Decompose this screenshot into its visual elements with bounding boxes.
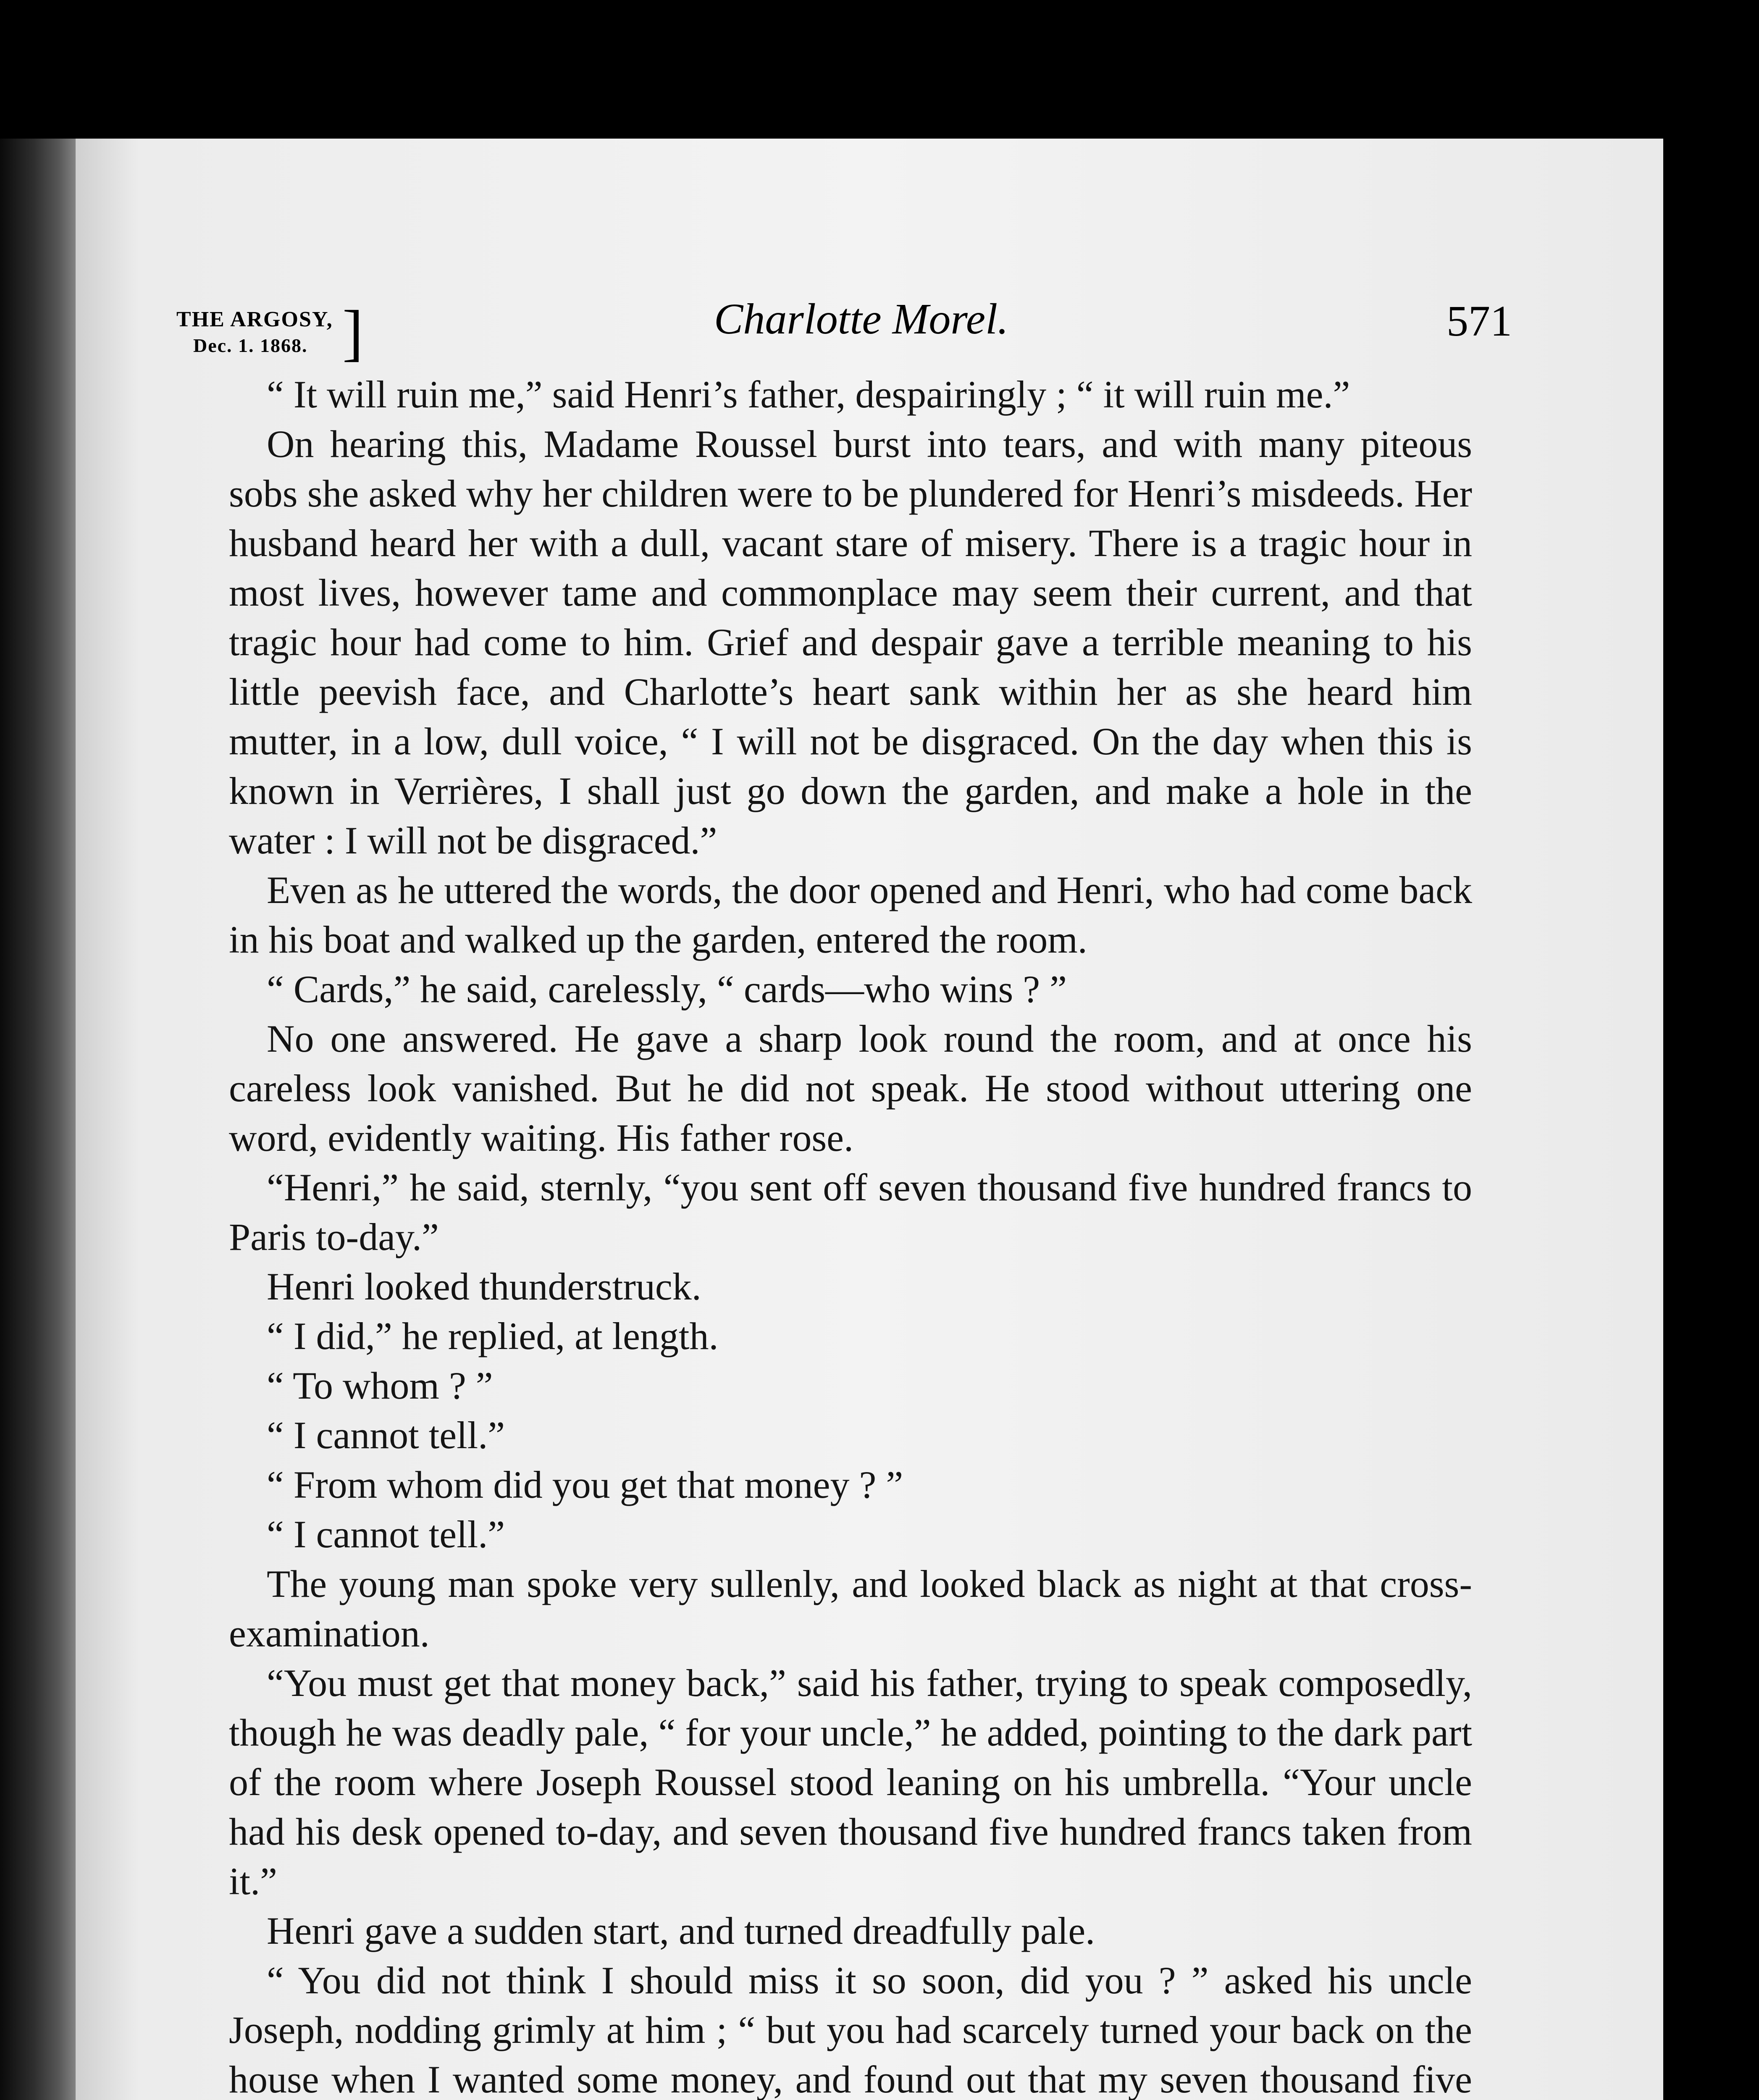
paragraph: “ It will ruin me,” said Henri’s father, despairingly ; “ it will ruin me.” [267,373,1350,416]
source-name: THE ARGOSY, [176,307,333,331]
paragraph: No one answered. He gave a sharp look round the room, and at once his careless look vanished. But he did not speak. He stood without uttering one word, evidently waiting. His father rose. [229,1017,1472,1159]
body-text [229,370,1472,2100]
paragraph: Even as he uttered the words, the door opened and Henri, who had come back in his boat and walked up the garden, entered the room. [229,869,1472,961]
paragraph: On hearing this, Madame Roussel burst into tears, and with many piteous sobs she asked why her children were to be plundered for Henri’s misdeeds. Her husband heard her with a dull, vacant stare of misery. There is a tragic hour in most lives, however tame and commonplace may seem their current, and that tragic hour had come to him. Grief and despair gave a terrible meaning to his little peevish face, and Charlotte’s heart sank within her as she heard him mutter, in a low, dull voice, “ I will not be disgraced. On the day when this is known in Verrières, I shall just go down the garden, and make a hole in the water : I will not be disgraced.” [229,423,1472,862]
paragraph: “Henri,” he said, sternly, “you sent off seven thousand five hundred francs to Paris to-day.” [229,1166,1472,1258]
header-bracket: ] [342,298,363,368]
running-source [176,307,333,359]
paragraph: “ You did not think I should miss it so soon, did you ? ” asked his uncle Joseph, nodding grimly at him ; “ but you had scarcely turned your back on the house when I wanted some money, and found out that my seven thousand five [229,1959,1472,2100]
paragraph: “ Cards,” he said, carelessly, “ cards—who wins ? ” [267,968,1067,1011]
paragraph: Henri looked thunderstruck. [267,1265,701,1308]
paragraph: Henri gave a sudden start, and turned dreadfully pale. [267,1909,1095,1952]
paragraph: “ I cannot tell.” [267,1513,505,1556]
book-spine [0,139,84,2100]
paragraph: “ To whom ? ” [267,1364,493,1407]
paragraph: “You must get that money back,” said his father, trying to speak composedly, though he was deadly pale, “ for your uncle,” he added, pointing to the dark part of the room where Joseph Roussel stood leaning on his umbrella. “Your uncle had his desk opened to-day, and seven thousand five hundred francs taken from it.” [229,1662,1472,1903]
running-header [176,168,1512,368]
paragraph: “ I cannot tell.” [267,1414,505,1457]
page-number: 571 [1447,297,1512,345]
paragraph: “ From whom did you get that money ? ” [267,1463,903,1506]
paragraph: “ I did,” he replied, at length. [267,1315,719,1357]
source-date: Dec. 1. 1868. [193,335,308,356]
running-title: Charlotte Morel. [714,295,1008,343]
paragraph: The young man spoke very sullenly, and looked black as night at that cross-examination. [229,1562,1472,1655]
